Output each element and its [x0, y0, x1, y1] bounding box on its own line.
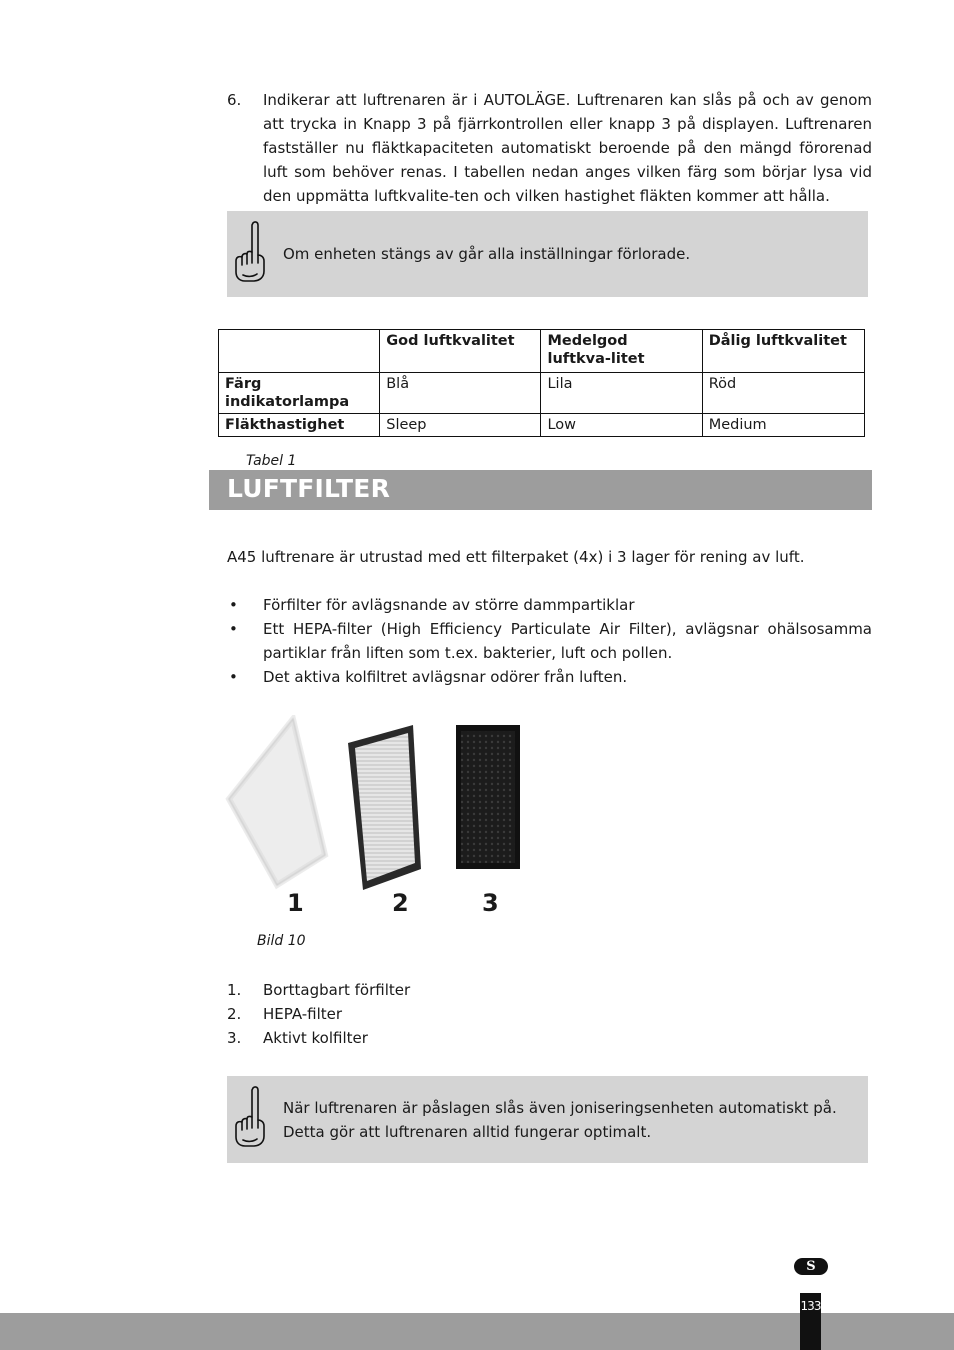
- intro-text: A45 luftrenare är utrustad med ett filterpaket (4x) i 3 lager för rening av luft.: [227, 548, 805, 566]
- table-cell: Färg indikatorlampa: [219, 373, 380, 414]
- note-text: När luftrenaren är påslagen slås även joniseringsenheten automatiskt på. Detta gör att luftrenaren alltid fungerar optimalt.: [283, 1099, 837, 1141]
- section-header: [209, 470, 872, 510]
- item-number: 6.: [227, 91, 242, 109]
- table-cell: Medium: [702, 414, 864, 437]
- list-item: Borttagbart förfilter: [263, 981, 411, 999]
- list-item: Aktivt kolfilter: [263, 1029, 368, 1047]
- note-text: Om enheten stängs av går alla inställningar förlorade.: [283, 245, 691, 263]
- table-cell: Low: [541, 414, 702, 437]
- figure-label-3: 3: [482, 889, 499, 917]
- note-box: [227, 211, 868, 297]
- table-header-cell: [219, 330, 380, 373]
- item-text: Indikerar att luftrenaren är i AUTOLÄGE. Luftrenaren kan slås på och av genom att trycka in Knapp 3 på fjärrkontrollen eller knapp 3 på displayen. Luftrenaren fastställer nu fläktkapaciteten automatiskt beroende på den mängd förorenad luft som behöver renas. I tabellen nedan anges vilken färg som börjar lysa vid den uppmätta luftkvalite-ten och vilken hastighet fläkten kommer att hålla.: [263, 91, 872, 205]
- list-item: Ett HEPA-filter (High Efficiency Particulate Air Filter), avlägsnar ohälsosamma partiklar från liften som t.ex. bakterier, luft och pollen.: [263, 620, 872, 662]
- table-header-cell: God luftkvalitet: [380, 330, 541, 373]
- pointing-hand-icon: [233, 1084, 267, 1148]
- table-cell: Sleep: [380, 414, 541, 437]
- list-number: 3.: [227, 1029, 242, 1047]
- table-header-cell: Medelgod luftkva-litet: [541, 330, 702, 373]
- figure-label-2: 2: [392, 889, 409, 917]
- table-header-cell: Dålig luftkvalitet: [702, 330, 864, 373]
- table-cell: Blå: [380, 373, 541, 414]
- table-header-row: [219, 330, 865, 373]
- page-number-tab: [800, 1293, 821, 1350]
- table-cell: Lila: [541, 373, 702, 414]
- list-item: HEPA-filter: [263, 1005, 343, 1023]
- page-number: 133: [800, 1299, 821, 1313]
- hepa-filter-image: [348, 725, 421, 890]
- list-number: 1.: [227, 981, 242, 999]
- pointing-hand-icon: [233, 219, 267, 283]
- figure-caption: Bild 10: [257, 933, 306, 949]
- table-row: [219, 414, 865, 437]
- bullet-icon: •: [229, 620, 238, 638]
- table-caption: Tabel 1: [246, 453, 297, 469]
- filter-figure: [225, 715, 530, 900]
- section-title: LUFTFILTER: [227, 474, 391, 503]
- carbon-filter-image: [456, 725, 520, 869]
- bullet-icon: •: [229, 596, 238, 614]
- table-cell: Röd: [702, 373, 864, 414]
- note-box: [227, 1076, 868, 1163]
- list-number: 2.: [227, 1005, 242, 1023]
- list-item: Det aktiva kolfiltret avlägsnar odörer från luften.: [263, 668, 628, 686]
- figure-label-1: 1: [287, 889, 304, 917]
- air-quality-table: [218, 329, 865, 437]
- table-row: [219, 373, 865, 414]
- prefilter-image: [229, 719, 325, 885]
- bullet-icon: •: [229, 668, 238, 686]
- language-badge: S: [794, 1258, 828, 1275]
- list-item: Förfilter för avlägsnande av större dammpartiklar: [263, 596, 635, 614]
- table-cell: Fläkthastighet: [219, 414, 380, 437]
